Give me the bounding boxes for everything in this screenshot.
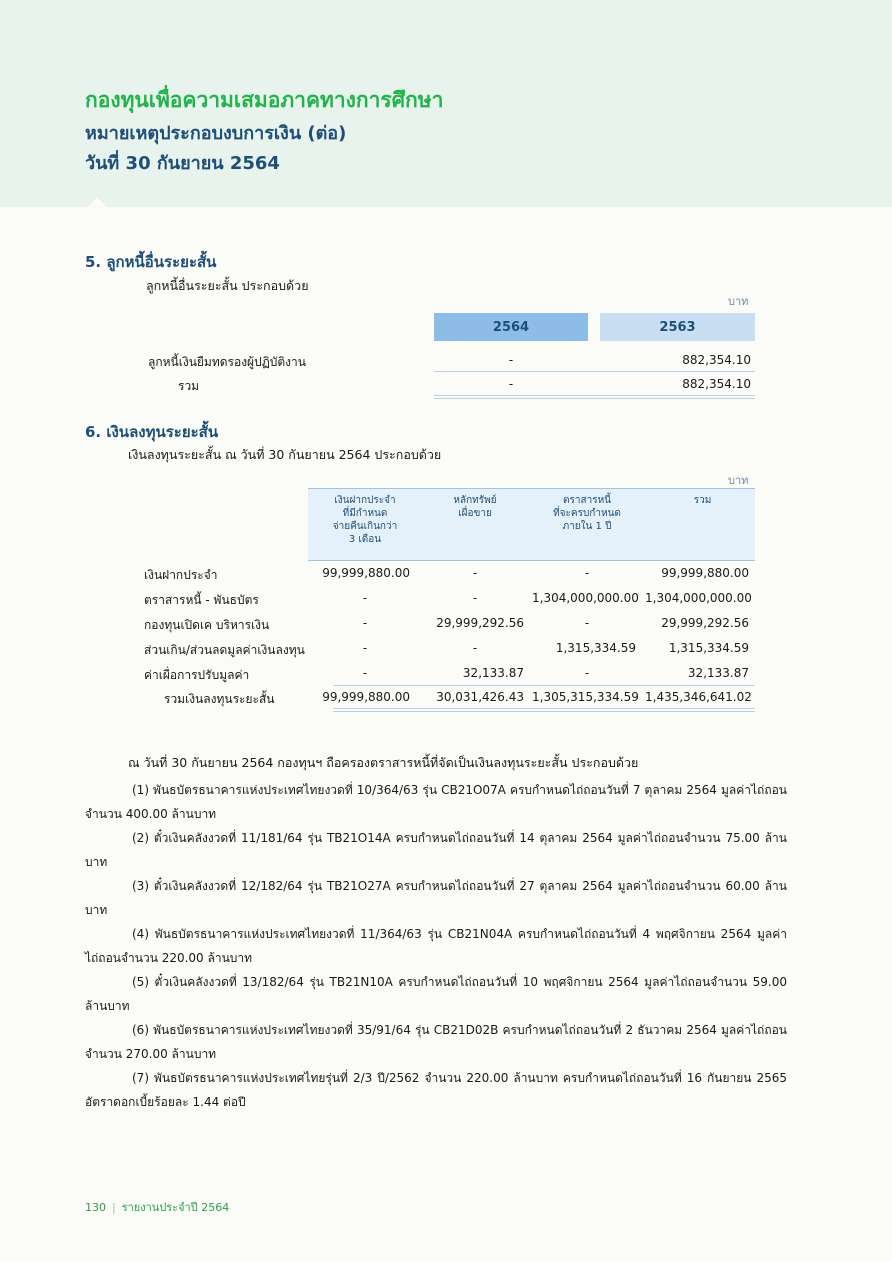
footer-report-name: รายงานประจำปี 2564	[121, 1201, 230, 1214]
row-label: ส่วนเกิน/ส่วนลดมูลค่าเงินลงทุน	[144, 643, 305, 657]
row-label: รวมเงินลงทุนระยะสั้น	[164, 692, 275, 706]
cell-c2: -	[472, 591, 478, 605]
value-2563: 882,354.10	[682, 377, 751, 391]
cell-c4: 99,999,880.00	[661, 566, 749, 580]
page-footer	[85, 1198, 229, 1216]
col-header-total: รวม	[693, 495, 712, 506]
cell-c4: 1,304,000,000.00	[645, 591, 752, 605]
cell-c1: -	[362, 641, 368, 655]
note-text: (7) พันธบัตรธนาคารแห่งประเทศไทยรุ่นที่ 2/3 ปี/2562 จำนวน 220.00 ล้านบาท ครบกำหนดไถ่ถอนวันที่ 16 กันยายน 2565 อัตราดอกเบี้ยร้อยละ 1.44 ต่อปี	[85, 1071, 787, 1109]
section6-unit: บาท	[728, 474, 749, 487]
row-label: เงินฝากประจำ	[144, 568, 218, 582]
cell-c1: 99,999,880.00	[322, 566, 410, 580]
cell-c3: 1,315,334.59	[555, 641, 636, 655]
note-text: (1) พันธบัตรธนาคารแห่งประเทศไทยงวดที่ 10/364/63 รุ่น CB21O07A ครบกำหนดไถ่ถอนวันที่ 7 ตุลาคม 2564 มูลค่าไถ่ถอนจำนวน 400.00 ล้านบาท	[85, 783, 787, 821]
cell-c2: 29,999,292.56	[436, 616, 524, 630]
note-item-5	[85, 970, 787, 1018]
double-underline	[333, 708, 755, 712]
row-label: ค่าเผื่อการปรับมูลค่า	[144, 668, 250, 682]
cell-c1: -	[362, 616, 368, 630]
col-header-fixed-deposit: เงินฝากประจำ ที่มีกำหนด จ่ายคืนเกินกว่า 3 เดือน	[332, 495, 398, 545]
note-text: (3) ตั๋วเงินคลังงวดที่ 12/182/64 รุ่น TB21O27A ครบกำหนดไถ่ถอนวันที่ 27 ตุลาคม 2564 มูลค่าไถ่ถอนจำนวน 60.00 ล้านบาท	[85, 879, 787, 917]
note-item-4	[85, 922, 787, 970]
page-date: วันที่ 30 กันยายน 2564	[85, 153, 280, 174]
note-text: (5) ตั๋วเงินคลังงวดที่ 13/182/64 รุ่น TB21N10A ครบกำหนดไถ่ถอนวันที่ 10 พฤศจิกายน 2564 มูลค่าไถ่ถอนจำนวน 59.00 ล้านบาท	[85, 975, 787, 1013]
section6-intro: เงินลงทุนระยะสั้น ณ วันที่ 30 กันยายน 2564 ประกอบด้วย	[128, 447, 442, 462]
cell-c3: -	[584, 566, 590, 580]
cell-c4: 1,435,346,641.02	[645, 690, 752, 704]
page-title: กองทุนเพื่อความเสมอภาคทางการศึกษา	[85, 88, 444, 112]
col-header-2563: 2563	[600, 313, 755, 341]
value-2564: -	[508, 353, 514, 367]
page-number: 130	[85, 1201, 106, 1214]
section5-unit: บาท	[728, 295, 749, 308]
cell-c2: -	[472, 641, 478, 655]
cell-c3: -	[584, 616, 590, 630]
row-label: ตราสารหนี้ - พันธบัตร	[144, 593, 259, 607]
cell-c3: -	[584, 666, 590, 680]
cell-c2: 30,031,426.43	[436, 690, 524, 704]
cell-c3: 1,304,000,000.00	[532, 591, 639, 605]
double-underline	[434, 395, 755, 399]
cell-c1: -	[362, 666, 368, 680]
note-text: (2) ตั๋วเงินคลังงวดที่ 11/181/64 รุ่น TB21O14A ครบกำหนดไถ่ถอนวันที่ 14 ตุลาคม 2564 มูลค่าไถ่ถอนจำนวน 75.00 ล้านบาท	[85, 831, 787, 869]
note-item-3	[85, 874, 787, 922]
col-header-available-for-sale: หลักทรัพย์ เผื่อขาย	[453, 495, 497, 519]
note-text: (4) พันธบัตรธนาคารแห่งประเทศไทยงวดที่ 11/364/63 รุ่น CB21N04A ครบกำหนดไถ่ถอนวันที่ 4 พฤศจิกายน 2564 มูลค่าไถ่ถอนจำนวน 220.00 ล้านบาท	[85, 927, 787, 965]
cell-c1: -	[362, 591, 368, 605]
divider	[333, 685, 755, 686]
cell-c4: 1,315,334.59	[668, 641, 749, 655]
cell-c4: 32,133.87	[687, 666, 749, 680]
cell-c3: 1,305,315,334.59	[532, 690, 639, 704]
row-label: ลูกหนี้เงินยืมทดรองผู้ปฏิบัติงาน	[148, 355, 306, 369]
page-subtitle: หมายเหตุประกอบงบการเงิน (ต่อ)	[85, 123, 347, 144]
row-label: รวม	[178, 379, 200, 393]
col-header-2564: 2564	[434, 313, 588, 341]
note-item-6	[85, 1018, 787, 1066]
notes-intro: ณ วันที่ 30 กันยายน 2564 กองทุนฯ ถือครองตราสารหนี้ที่จัดเป็นเงินลงทุนระยะสั้น ประกอบด้วย	[128, 755, 639, 770]
value-2563: 882,354.10	[682, 353, 751, 367]
footer-separator: |	[112, 1201, 116, 1214]
cell-c2: 32,133.87	[462, 666, 524, 680]
cell-c4: 29,999,292.56	[661, 616, 749, 630]
note-text: (6) พันธบัตรธนาคารแห่งประเทศไทยงวดที่ 35/91/64 รุ่น CB21D02B ครบกำหนดไถ่ถอนวันที่ 2 ธันวาคม 2564 มูลค่าไถ่ถอนจำนวน 270.00 ล้านบาท	[85, 1023, 787, 1061]
section5-intro: ลูกหนี้อื่นระยะสั้น ประกอบด้วย	[146, 278, 309, 293]
cell-c1: 99,999,880.00	[322, 690, 410, 704]
row-label: กองทุนเปิดเค บริหารเงิน	[144, 618, 270, 632]
cell-c2: -	[472, 566, 478, 580]
section5-heading: 5. ลูกหนี้อื่นระยะสั้น	[85, 253, 217, 271]
note-item-1	[85, 778, 787, 826]
value-2564: -	[508, 377, 514, 391]
note-item-7	[85, 1066, 787, 1114]
col-header-debt-instruments: ตราสารหนี้ ที่จะครบกำหนด ภายใน 1 ปี	[553, 495, 621, 532]
note-item-2	[85, 826, 787, 874]
divider	[434, 371, 755, 372]
section6-heading: 6. เงินลงทุนระยะสั้น	[85, 423, 219, 441]
